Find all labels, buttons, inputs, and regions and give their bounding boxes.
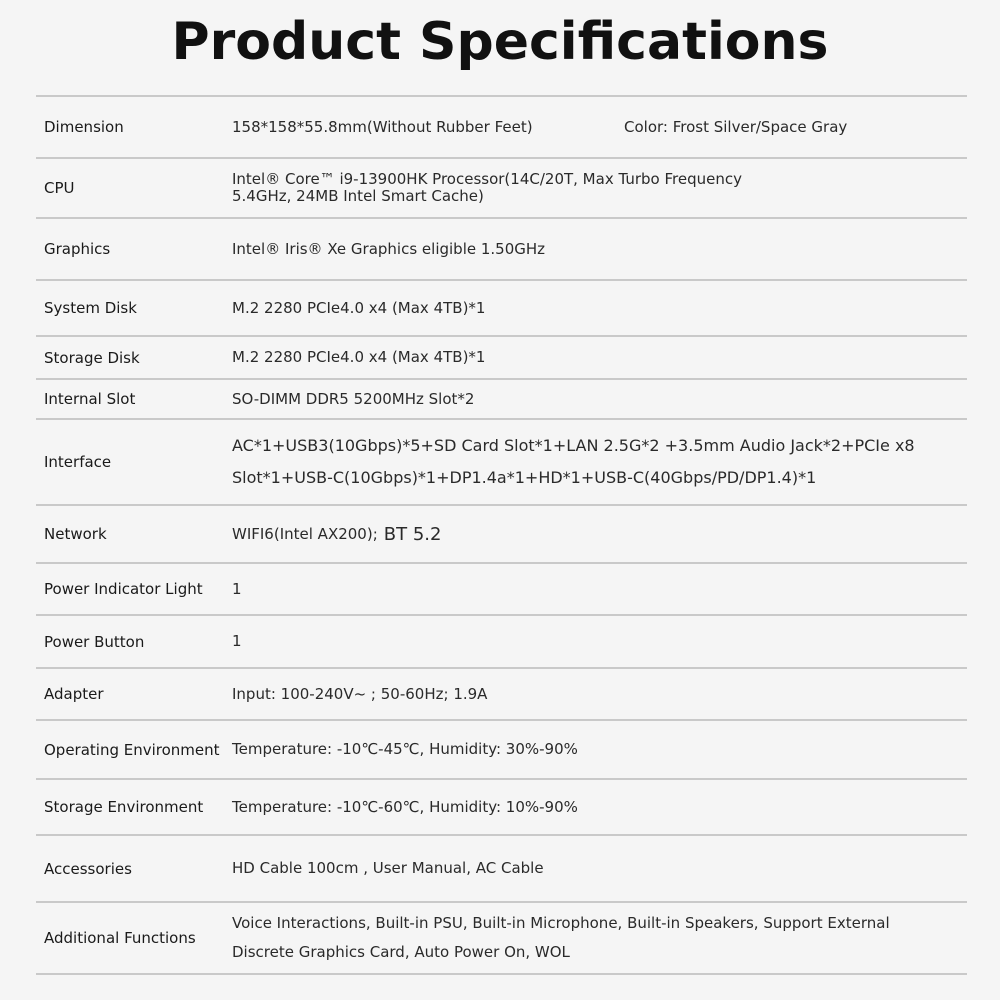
spec-value: M.2 2280 PCIe4.0 x4 (Max 4TB)*1 bbox=[232, 298, 486, 317]
spec-value: Temperature: -10℃-45℃, Humidity: 30%-90% bbox=[232, 740, 578, 758]
spec-label: Interface bbox=[44, 453, 112, 471]
spec-value: Voice Interactions, Built-in PSU, Built-in Microphone, Built-in Speakers, Support External Discrete Graphics Card, Auto Power On, WOL bbox=[232, 914, 890, 961]
spec-label: System Disk bbox=[44, 299, 137, 317]
spec-row-internal-slot bbox=[36, 380, 967, 420]
spec-label: Network bbox=[44, 525, 107, 543]
spec-row-adapter bbox=[36, 669, 967, 721]
spec-value: Input: 100-240V~ ; 50-60Hz; 1.9A bbox=[232, 684, 488, 703]
spec-value bbox=[232, 506, 949, 562]
spec-row-storage-env bbox=[36, 780, 967, 836]
spec-value: M.2 2280 PCIe4.0 x4 (Max 4TB)*1 bbox=[232, 348, 486, 366]
spec-row-power-button bbox=[36, 616, 967, 669]
spec-label: Adapter bbox=[44, 685, 104, 703]
spec-row-cpu bbox=[36, 159, 967, 219]
spec-row-dimension bbox=[36, 95, 967, 159]
spec-value: HD Cable 100cm , User Manual, AC Cable bbox=[232, 859, 544, 877]
bluetooth-value: BT 5.2 bbox=[383, 523, 442, 545]
spec-label: Dimension bbox=[44, 118, 124, 136]
page-title: Product Specifications bbox=[171, 12, 829, 72]
spec-row-system-disk bbox=[36, 281, 967, 337]
spec-label: Storage Environment bbox=[44, 798, 204, 816]
spec-label: Internal Slot bbox=[44, 390, 136, 408]
spec-row-storage-disk bbox=[36, 337, 967, 380]
spec-label: Power Indicator Light bbox=[44, 580, 203, 598]
spec-value: Temperature: -10℃-60℃, Humidity: 10%-90% bbox=[232, 797, 578, 816]
spec-label: Accessories bbox=[44, 859, 132, 878]
spec-label: Graphics bbox=[44, 240, 111, 258]
spec-label: Storage Disk bbox=[44, 348, 140, 367]
spec-value: 1 bbox=[232, 579, 242, 598]
spec-row-graphics bbox=[36, 219, 967, 281]
spec-row-network bbox=[36, 506, 967, 564]
spec-row-interface bbox=[36, 420, 967, 506]
spec-label: Operating Environment bbox=[44, 740, 220, 759]
spec-label: Additional Functions bbox=[44, 929, 196, 947]
spec-row-operating-env bbox=[36, 721, 967, 780]
spec-row-additional-functions bbox=[36, 903, 967, 975]
spec-value: SO-DIMM DDR5 5200MHz Slot*2 bbox=[232, 389, 475, 408]
wifi-value: WIFI6(Intel AX200); bbox=[232, 524, 378, 543]
spec-value: 158*158*55.8mm(Without Rubber Feet) bbox=[232, 117, 533, 136]
spec-row-accessories bbox=[36, 836, 967, 903]
spec-value: Intel® Iris® Xe Graphics eligible 1.50GHz bbox=[232, 239, 546, 258]
spec-value: AC*1+USB3(10Gbps)*5+SD Card Slot*1+LAN 2.5G*2 +3.5mm Audio Jack*2+PCIe x8 Slot*1+USB-C(10Gbps)*1+DP1.4a*1+HD*1+USB-C(40Gbps/PD/DP1.4)*1 bbox=[232, 436, 915, 487]
spec-color-note: Color: Frost Silver/Space Gray bbox=[624, 118, 848, 136]
spec-value: 1 bbox=[232, 632, 242, 650]
spec-row-power-indicator bbox=[36, 564, 967, 616]
spec-value: Intel® Core™ i9-13900HK Processor(14C/20T, Max Turbo Frequency 5.4GHz, 24MB Intel Smart Cache) bbox=[232, 170, 742, 205]
spec-label: CPU bbox=[44, 179, 75, 197]
spec-label: Power Button bbox=[44, 632, 145, 651]
